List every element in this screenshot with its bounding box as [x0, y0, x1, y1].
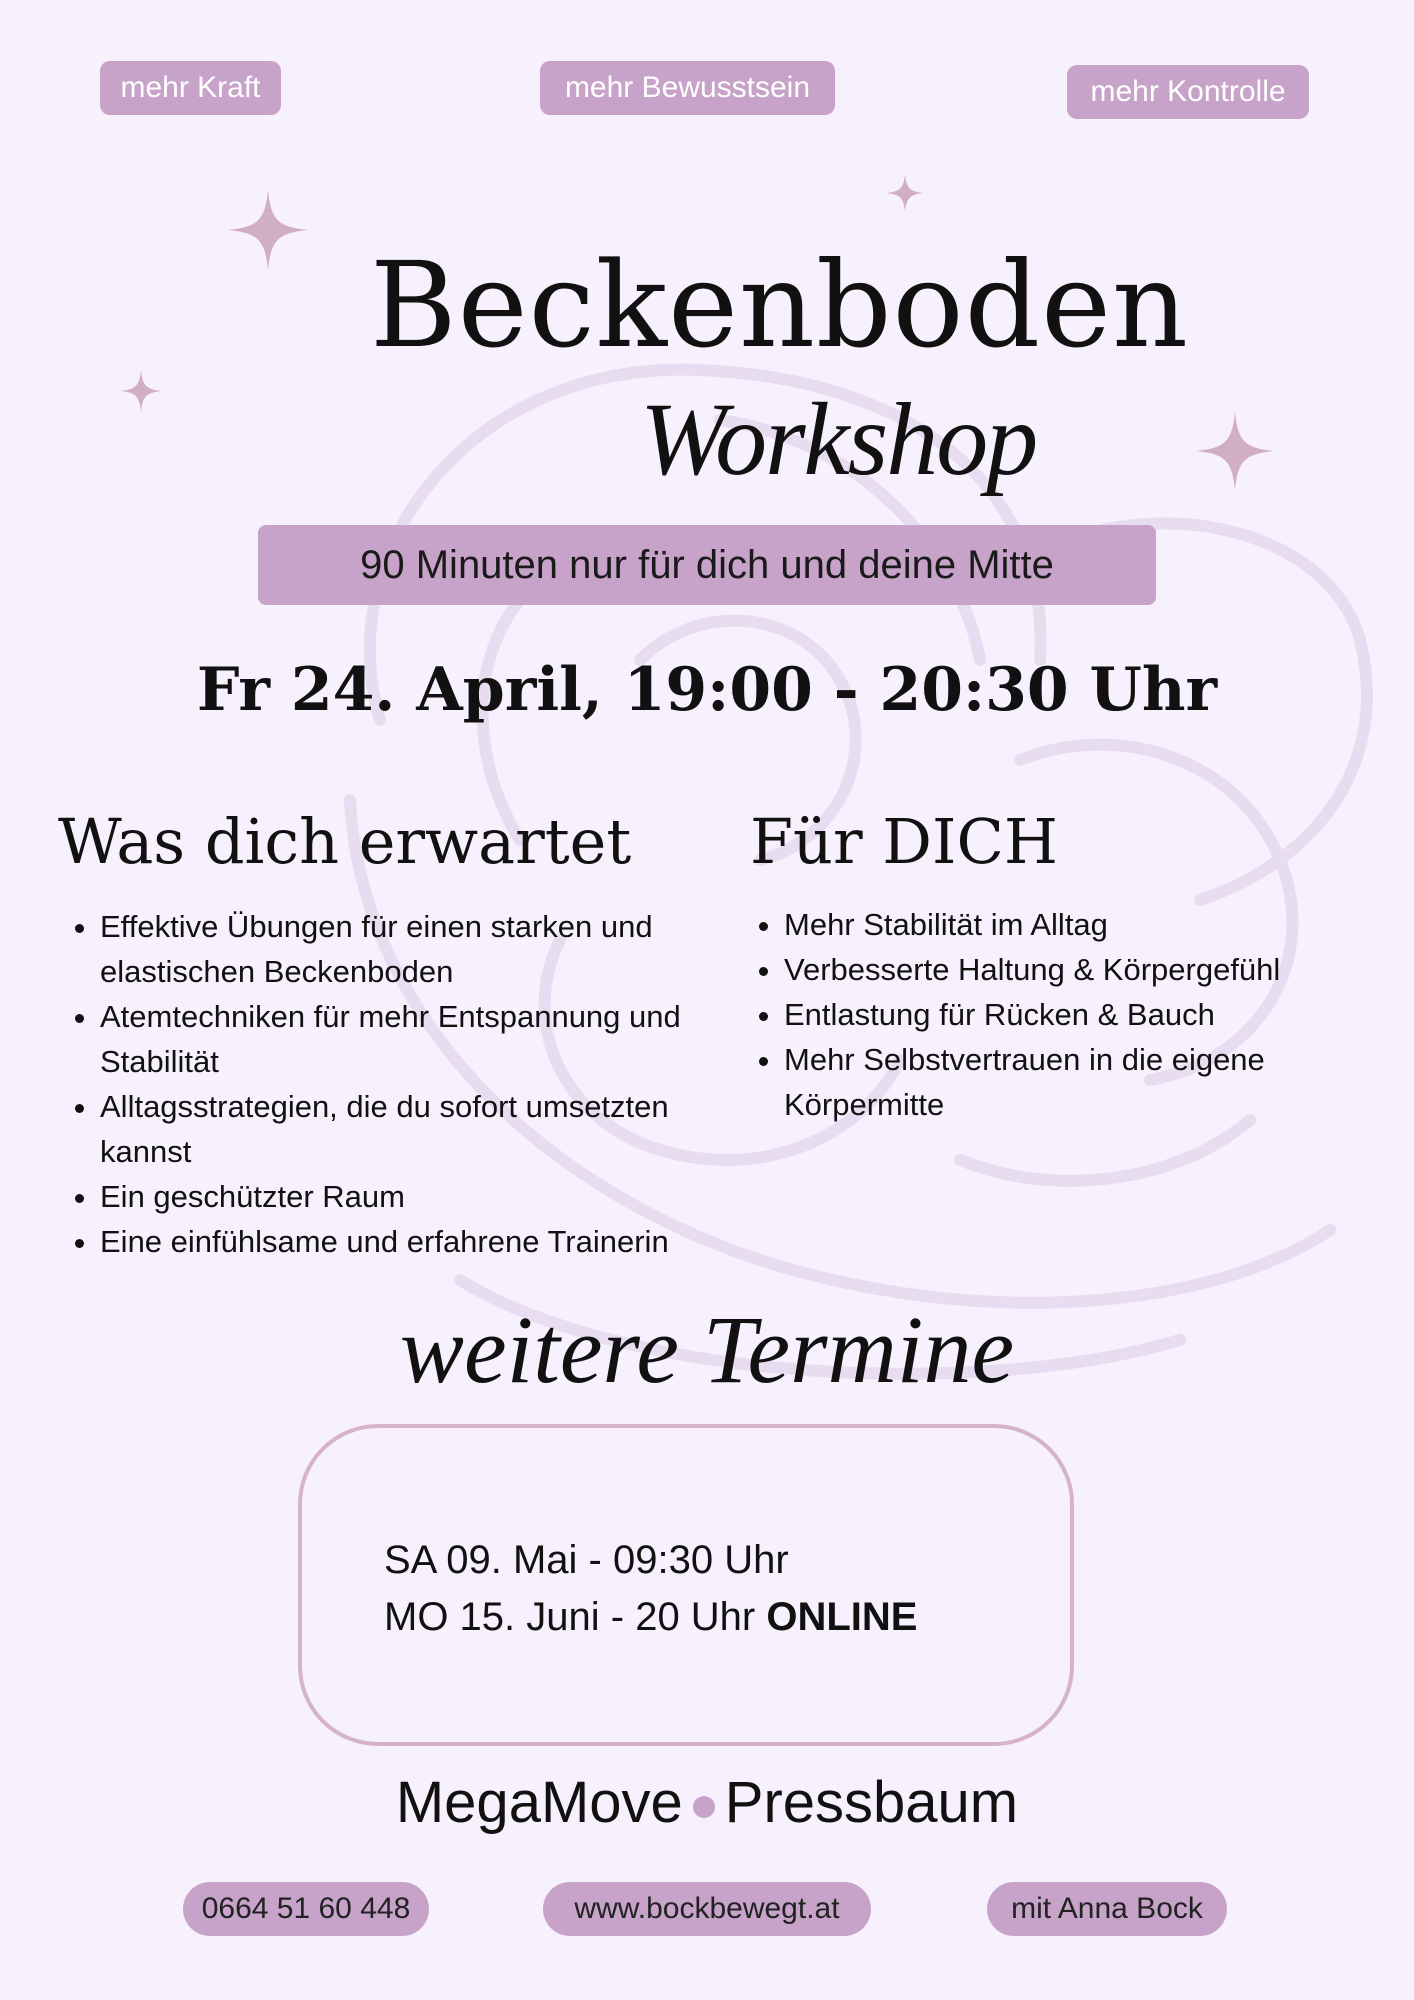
tag-mehr-bewusstsein: mehr Bewusstsein: [540, 61, 835, 115]
more-dates-box: [298, 1424, 1074, 1746]
online-badge-text: ONLINE: [766, 1595, 918, 1639]
event-date: Fr 24. April, 19:00 - 20:30 Uhr: [196, 655, 1218, 725]
list-item: • Mehr Stabilität im Alltag: [784, 902, 1414, 947]
list-item: • Verbesserte Haltung & Körpergefühl: [784, 947, 1414, 992]
list-item: • Eine einfühlsame und erfahrene Trainerin: [100, 1219, 740, 1264]
list-item: • Effektive Übungen für einen starken und elastischen Beckenboden: [100, 904, 740, 994]
left-heading: Was dich erwartet: [58, 805, 632, 878]
tag-mehr-kraft: mehr Kraft: [100, 61, 281, 115]
expectations-list: [58, 904, 740, 1264]
date-line-2: [384, 1589, 918, 1646]
tagline-banner: 90 Minuten nur für dich und deine Mitte: [258, 525, 1156, 605]
sparkle-icon: [120, 370, 162, 412]
workshop-script-title: Workshop: [640, 382, 1037, 497]
date-line-1: SA 09. Mai - 09:30 Uhr: [384, 1538, 789, 1582]
more-dates-heading: weitere Termine: [399, 1296, 1015, 1403]
town-name: Pressbaum: [724, 1770, 1019, 1835]
website-pill[interactable]: www.bockbewegt.at: [543, 1882, 871, 1936]
list-item: • Alltagsstrategien, die du sofort umsetzten kannst: [100, 1084, 740, 1174]
trainer-pill: mit Anna Bock: [987, 1882, 1227, 1936]
sparkle-icon: [886, 174, 924, 212]
date-line-2-text: MO 15. Juni - 20 Uhr: [384, 1595, 756, 1639]
studio-name: MegaMove: [395, 1770, 683, 1835]
page-title: Beckenboden: [370, 236, 1189, 374]
dot-separator: [693, 1796, 715, 1818]
list-item: • Ein geschützter Raum: [100, 1174, 740, 1219]
location: [0, 1765, 1414, 1841]
benefits-list: [742, 902, 1414, 1127]
list-item: • Atemtechniken für mehr Entspannung und Stabilität: [100, 994, 740, 1084]
list-item: • Mehr Selbstvertrauen in die eigene Körpermitte: [784, 1037, 1414, 1127]
tag-mehr-kontrolle: mehr Kontrolle: [1067, 65, 1309, 119]
phone-pill: 0664 51 60 448: [183, 1882, 429, 1936]
right-heading: Für DICH: [750, 805, 1059, 878]
list-item: • Entlastung für Rücken & Bauch: [784, 992, 1414, 1037]
sparkle-icon: [1196, 412, 1274, 490]
